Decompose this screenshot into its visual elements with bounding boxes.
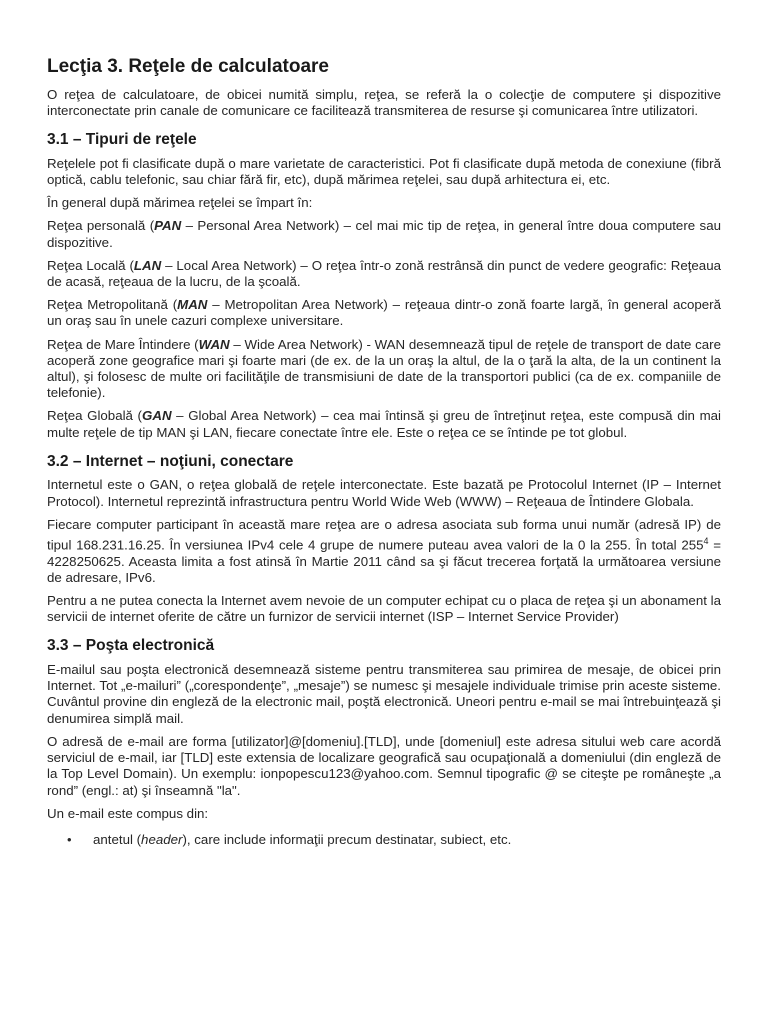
- man-pre: Reţea Metropolitană (: [47, 297, 178, 313]
- paragraph-email: E-mailul sau poşta electronică desemnează sisteme pentru transmiterea sau primirea de mesaje, de obicei prin Internet. Tot „e-mailuri” („corespondenţe”, „mesaje”) se numesc şi mesajele individuale trimise prin aceste sisteme. Cuvântul provine din engleză de la electronic mail, poştă electronică. Uneori pentru e-mail se mai întrebuinţează şi denumirea simplă mail.: [47, 662, 721, 726]
- paragraph-compus: Un e-mail este compus din:: [47, 805, 209, 821]
- wan-abbr: WAN: [198, 336, 230, 352]
- ip-exponent: 4: [703, 536, 709, 547]
- paragraph-adresa-ip: [47, 517, 721, 586]
- lan-post: – Local Area Network) – O reţea într-o zonă restrânsă din punct de vedere geografic: Reţeaua de acasă, reţeaua de la lucru, de la şcoală.: [47, 257, 721, 290]
- lan-abbr: LAN: [133, 257, 162, 273]
- paragraph-marime: În general după mărimea reţelei se împart în:: [47, 195, 313, 211]
- section-heading-internet: 3.2 – Internet – noţiuni, conectare: [47, 452, 294, 470]
- paragraph-internet-gan: Internetul este o GAN, o reţea globală de reţele interconectate. Este bazată pe Protocolul Internet (IP – Internet Protocol). Internetul reprezintă infrastructura pentru World Wide Web (WWW) – Reţeaua de Întindere Globala.: [47, 477, 721, 509]
- pan-post: – Personal Area Network) – cel mai mic tip de reţea, in general între doua computere sau dispozitive.: [47, 218, 721, 250]
- pan-pre: Reţea personală (: [47, 218, 155, 234]
- ip-pre: Fiecare computer participant în această mare reţea are o adresa asociata sub forma unui număr (adresă IP) de tipul 168.231.16.25. În versiunea IPv4 cele 4 grupe de numere puteau avea valori de la 0 la 255. În total 255: [47, 516, 721, 553]
- paragraph-gan: [47, 408, 721, 440]
- gan-post: – Global Area Network) – cea mai întinsă şi greu de întreţinut reţea, este compusă din mai multe reţele de tip MAN şi LAN, fiecare conectate între ele. Este o reţea ce se întinde pe tot globul.: [47, 408, 721, 440]
- lan-pre: Reţea Locală (: [47, 257, 134, 273]
- paragraph-lan: [47, 258, 721, 290]
- paragraph-pan: [47, 218, 721, 250]
- paragraph-clasificare: Reţelele pot fi clasificate după o mare varietate de caracteristici. Pot fi clasificate după metoda de conexiune (fibră optică, cablu telefonic, sau chiar fără fir, etc), după mărimea reţelei, sau după arhitectura ei, etc.: [47, 155, 721, 187]
- li-pre: antetul (: [93, 831, 142, 847]
- pan-abbr: PAN: [154, 218, 182, 234]
- man-abbr: MAN: [177, 297, 208, 313]
- ip-post: = 4228250625. Aceasta limita a fost atinsă în Martie 2011 când sa şi făcut trecerea forţată la următoarea versiune de adresare, IPv6.: [47, 537, 721, 585]
- man-post: – Metropolitan Area Network) – reţeaua dintr-o zonă foarte largă, în general acoperă un oraş sau în unele cazuri complexe universitare.: [47, 297, 721, 329]
- section-heading-posta: 3.3 – Poşta electronică: [47, 637, 215, 655]
- email-parts-list: [47, 832, 721, 848]
- section-heading-tipuri: 3.1 – Tipuri de reţele: [47, 131, 197, 149]
- list-item: [47, 832, 721, 848]
- li-post: ), care include informaţii precum destinatar, subiect, etc.: [182, 831, 512, 847]
- paragraph-adresa-email: O adresă de e-mail are forma [utilizator]@[domeniu].[TLD], unde [domeniul] este adresa sitului web care acordă serviciul de e-mail, iar [TLD] este extensia de localizare geografică sau ocupaţională a domeniului (din engleză de la Top Level Domain). Un exemplu: ionpopescu123@yahoo.com. Semnul tipografic @ se citeşte pe româneşte „a rond” (engl.: at) şi înseamnă "la".: [47, 733, 721, 798]
- gan-abbr: GAN: [142, 408, 172, 424]
- paragraph-man: [47, 297, 721, 329]
- paragraph-wan: [47, 337, 721, 402]
- wan-pre: Reţea de Mare Întindere (: [47, 336, 199, 352]
- paragraph-conectare: Pentru a ne putea conecta la Internet avem nevoie de un computer echipat cu o placa de reţea şi un abonament la servicii de internet oferite de către un furnizor de servicii internet (ISP – Internet Service Provider): [47, 593, 721, 625]
- gan-pre: Reţea Globală (: [47, 408, 142, 424]
- wan-post: – Wide Area Network) - WAN desemnează tipul de reţele de transport de date care acoperă zone geografice mari şi foarte mari (de ex. de la un oraş la altul, de la o ţară la alta, de la un continent la altul), şi folosesc de multe ori facilităţile de transmisiuni de date de la transportori publici (ca de ex. companiile de telefonie).: [47, 336, 721, 401]
- page-title: Lecţia 3. Reţele de calculatoare: [47, 56, 329, 77]
- li-header-term: header: [141, 831, 183, 847]
- intro-paragraph: O reţea de calculatoare, de obicei numită simplu, reţea, se referă la o colecţie de computere şi dispozitive interconectate prin canale de comunicare ce facilitează transmiterea de resurse şi comunicarea între utilizatori.: [47, 86, 721, 118]
